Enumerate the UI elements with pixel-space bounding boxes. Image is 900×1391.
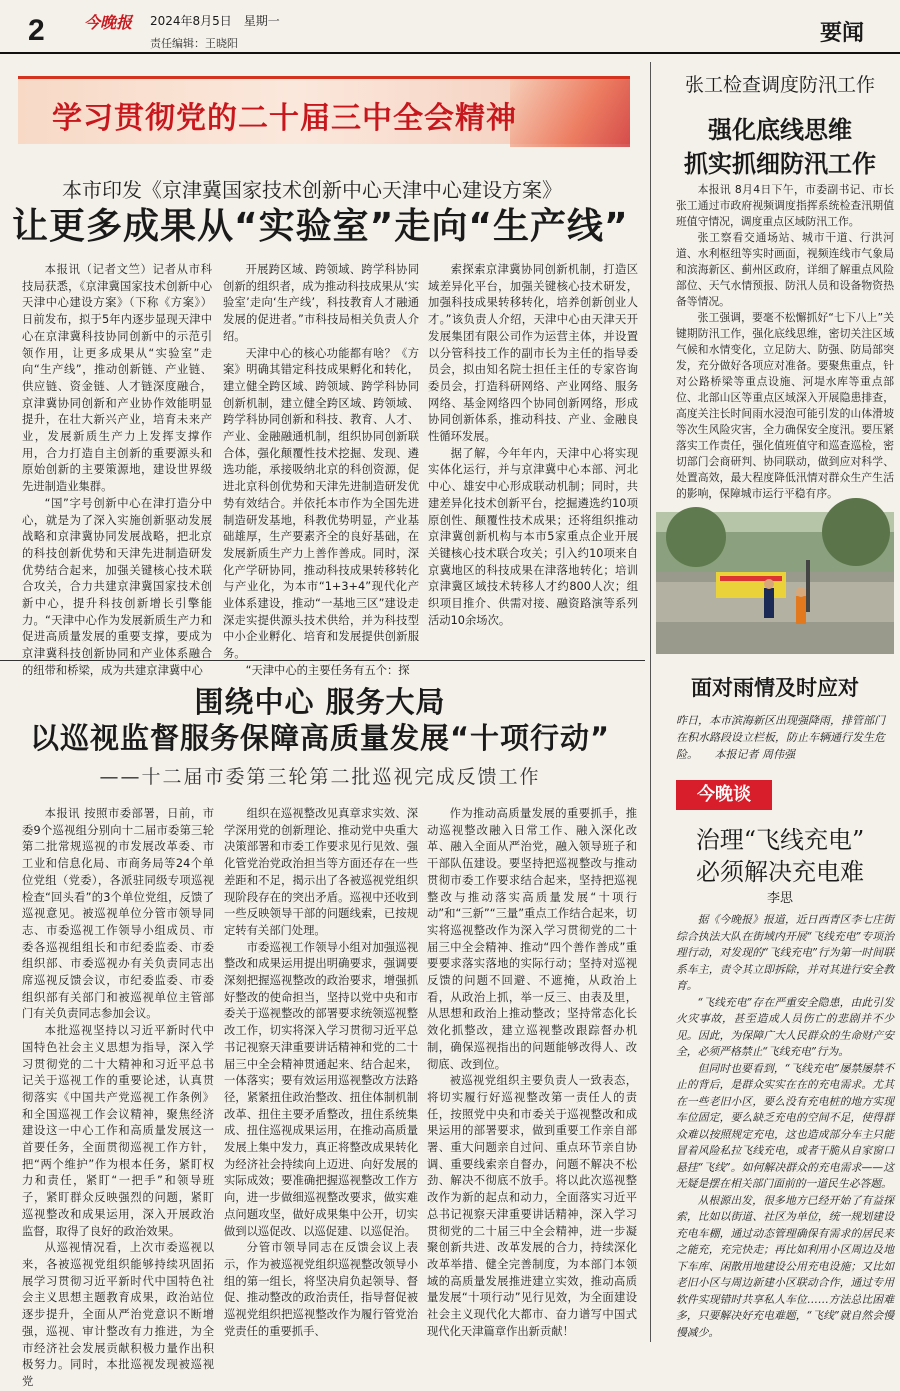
photo-illustration — [656, 512, 894, 654]
article1-column-2 — [223, 262, 419, 677]
paragraph: 张工强调，要毫不松懈抓好“七下八上”关键期防汛工作，强化底线思维，密切关注区域气候和水情变化，立足防大、防强、防局部突发，充分做好各项应对准备。要聚焦重点，针对公路桥梁等重点设施、河堤水库等重点部位、北部山区等重点区域深入开展隐患排查，高度关注长时间雨水浸泡可能引发的山体滑坡等次生风险灾害，全力确保安全度汛。要压紧落实工作责任，强化值班值守和巡查巡检，密切部门会商研判、协同联动，做到应对科学、处置高效，最大程度降低汛情对群众生产生活的影响，保障城市运行平稳有序。 — [676, 311, 894, 500]
section-name: 要闻 — [820, 21, 865, 46]
paragraph: 本批巡视坚持以习近平新时代中国特色社会主义思想为指导，深入学习贯彻党的二十大精神和习近平总书记关于巡视工作的重要论述，认真贯彻落实《中国共产党巡视工作条例》和全国巡视工作会议精神，聚焦经济建设这一中心工作和高质量发展这一首要任务，全面贯彻巡视工作方针，把“两个维护”作为根本任务，紧盯权力和责任，紧盯“一把手”和领导班子，紧盯群众反映强烈的问题，紧盯巡视整改和成果运用，深入开展政治监督，取得了良好的政治效果。 — [22, 1024, 214, 1238]
masthead-logo: 今晚报 — [84, 13, 133, 32]
right-article-headline-line1: 强化底线思维 — [708, 116, 852, 144]
column-divider — [650, 62, 651, 1342]
right-article-kicker: 张工检查调度防汛工作 — [684, 74, 875, 96]
article2-column-2 — [224, 806, 418, 1338]
paragraph: 开展跨区域、跨领域、跨学科协同创新的组织者，成为推动科技成果从‘实验室’走向‘生产线’，科技教育人才融通发展的促进者。”市科技局相关负责人介绍。 — [223, 263, 419, 343]
editorial-headline-line2: 必须解决充电难 — [696, 858, 864, 886]
article2-headline-line1: 围绕中心 服务大局 — [194, 685, 446, 719]
paragraph: 作为推动高质量发展的重要抓手，推动巡视整改融入日常工作、融入深化改革、融入全面从严治党，融入领导班子和干部队伍建设。要坚持把巡视整改与推动贯彻市委工作要求结合起来，坚持把巡视整改与推动落实高质量发展“十项行动”和“三新”“三量”重点工作结合起来，切实将巡视整改作为深入学习贯彻党的二十届三中全会精神、推动“四个善作善成”重要要求落实落地的实际行动；坚持对巡视反馈的问题不回避、不遮掩，从政治上看，从政治上抓，举一反三、由表及里，从思想和政治上推动整改；坚持常态化长效化抓整改，建立巡视整改跟踪督办机制，确保巡视指出的问题能够改得人、改彻底、改到位。 — [427, 807, 638, 1071]
editorial-headline-line1: 治理“飞线充电” — [695, 826, 865, 854]
paragraph: 张工察看交通场站、城市干道、行洪河道、水利枢纽等实时画面，视频连线市气象局和滨海新区、蓟州区政府，详细了解重点风险部位、天气水情预报、防汛人员和设备物资热备等情况。 — [676, 231, 894, 308]
column-badge: 今晚谈 — [676, 780, 772, 810]
article2-subheadline: ——十二届市委第三轮第二批巡视完成反馈工作 — [99, 766, 541, 788]
paragraph: 从巡视情况看，上次市委巡视以来，各被巡视党组织能够持续巩固拓展学习贯彻习近平新时代中国特色社会主义思想主题教育成果，政治站位逐步提升，全面从严治党意识不断增强，巡视、审计整改有力推进，为全市经济社会发展贡献积极力量作出积极努力。同时，本批巡视发现被巡视党 — [22, 1241, 214, 1388]
header-rule — [0, 52, 900, 54]
paragraph: 据了解，今年年内，天津中心将实现实体化运行，并与京津冀中心本部、河北中心、雄安中心形成联动机制；同时，共建差异化技术创新平台，挖掘遴选约10项原创性、颠覆性技术成果；还将组织推动京津冀创新机构与本市5家重点企业开展关键核心技术联合攻关；引入约10项来自京冀地区的科技成果在津落地转化；培训京津冀区域技术转移人才约800人次；组织项目推介、供需对接、融资路演等系列活动10余场次。 — [428, 446, 638, 627]
right-article-body — [676, 182, 894, 504]
paragraph: “国”字号创新中心在津打造分中心，就是为了深入实施创新驱动发展战略和京津冀协同发展战略，把北京的科技创新优势和天津先进制造研发优势结合起来，加强关键核心技术联合攻关，合力共建京津冀国家技术创新中心，提升科技创新增长引擎能力。“天津中心作为发展新质生产力和促进高质量发展的重要支撑，要成为京津冀科技创新协同和产业体系融合的纽带和桥梁，成为共建京津冀中心 — [22, 496, 212, 677]
photo-caption-headline: 面对雨情及时应对 — [691, 676, 859, 700]
article1-column-3 — [428, 262, 638, 642]
paragraph: 从根源出发，很多地方已经开始了有益探索，比如以街道、社区为单位，统一规划建设充电车棚，通过动态管理确保有需求的居民来之能充，充完快走；再比如利用小区周边及地下车库、闲散用地建设公用充电设施；又比如老旧小区与周边新建小区联动合作，通过专用软件实现错时共享私人车位……方法总比困难多，只要解决好充电难题，“飞线”就自然会慢慢减少。 — [676, 1193, 894, 1339]
photo-caption: 昨日，本市滨海新区出现强降雨，排管部门在积水路段设立栏板，防止车辆通行发生危险。 本报记者 周伟强 — [676, 714, 885, 761]
paragraph: 据《今晚报》报道，近日西青区李七庄街综合执法大队在街域内开展“飞线充电”专项治理行动，对发现的“飞线充电”行为第一时间联系车主，责令其立即拆除，并对其进行安全教育。 — [676, 913, 894, 992]
paragraph: 被巡视党组织主要负责人一致表态，将切实履行好巡视整改第一责任人的责任，按照党中央和市委关于巡视整改和成果运用的部署要求，做到重要工作亲自部署、重大问题亲自过问、重点环节亲自协调、重要线索亲自督办，问题不解决不松劲、解决不彻底不放手。将以此次巡视整改作为新的起点和动力，全面落实习近平总书记视察天津重要讲话精神，深入学习贯彻党的二十届三中全会精神，进一步凝聚创新共进、改革发展的合力，持续深化改革举措、健全完善制度，为本部门本领域的高质量发展推进建立实效，推动高质量发展“十项行动”见行见效，为全面建设社会主义现代化大都市、奋力谱写中国式现代化天津篇章作出新贡献！ — [427, 1074, 637, 1338]
article1-column-1 — [22, 262, 212, 677]
editorial-body — [676, 912, 894, 1339]
paragraph: 但同时也要看到，“飞线充电”屡禁屡禁不止的背后，是群众实实在在的充电需求。尤其在一些老旧小区，要么没有充电桩的地方实现车位固定，要么缺乏充电的空间不足，使得群众难以按照规定充电，这也造成部分车主只能冒着风险私拉飞线充电，或者干脆从自家窗口悬挂“飞线”。如何解决群众的充电需求——这无疑是摆在相关部门面前的一道民生必答题。 — [676, 1061, 894, 1190]
paragraph: 市委巡视工作领导小组对加强巡视整改和成果运用提出明确要求，强调要深刻把握巡视整改的政治要求，增强抓好整改的使命担当，坚持以党中央和市委关于巡视整改的部署要求统领巡视整改工作，切实将深入学习贯彻习近平总书记视察天津重要讲话精神和党的二十届三中全会精神贯通起来、结合起来，一体落实；要有效运用巡视整改方法路径，紧紧扭住政治整改、扭住体制机制改革、扭住主要矛盾整改，扭住系统集成、扭住巡视成果运用，在推动高质量发展上集中发力，真正将整改成果转化为经济社会持续向上迈进、向好发展的实际成效；要准确把握巡视整改工作方向，进一步做细巡视整改要求，做实难点问题攻坚，做好成果集中公开，切实做到以巡促改、以巡促建、以巡促治。 — [224, 940, 418, 1238]
article1-headline: 让更多成果从“实验室”走向“生产线” — [12, 206, 629, 247]
editorial-author: 李思 — [766, 891, 793, 906]
paragraph: 本报讯 8月4日下午，市委副书记、市长张工通过市政府视频调度指挥系统检查汛期值班值守情况，调度重点区域防汛工作。 — [676, 183, 894, 228]
paragraph: 本报讯（记者文竺）记者从市科技局获悉，《京津冀国家技术创新中心天津中心建设方案》（下称《方案》）日前发布，拟于5年内逐步显现天津中心在京津冀科技协同创新中的示范引领作用，让更多成果从“实验室”走向“生产线”，推动创新链、产业链、供应链、资金链、人才链深度融合，京津冀协同创新和产业协作效能明显提升，在壮大新兴产业，培育未来产业，发展新质生产力上发挥支撑作用，合力打造自主创新的重要源头和原始创新的主要策源地，建设世界级先进制造业集群。 — [22, 263, 212, 494]
paragraph: 分管市领导同志在反馈会议上表示，作为被巡视党组织巡视整改领导小组的第一组长，将坚决肩负起领导、督促、推动整改的政治责任，指导督促被巡视党组织把巡视整改作为履行管党治党责任的重要抓手、 — [224, 1241, 418, 1338]
page-number: 2 — [28, 14, 45, 47]
paragraph: 索探索京津冀协同创新机制，打造区域差异化平台，加强关键核心技术研发，加强科技成果转移转化，培养创新创业人才。”该负责人介绍，天津中心由天津天开发展集团有限公司作为运营主体，并设置以分管科技工作的副市长为主任的指导委员会，拟由知名院士担任主任的专家咨询委员会，打造科研网络、产业网络、服务网络、基金网络四个协同创新网络，形成协同创新体系，推动科技、产业、金融良性循环发展。 — [428, 263, 638, 444]
paragraph: 天津中心的核心功能都有啥？《方案》明确其错定科技成果孵化和转化，建立健全跨区域、跨领域、跨学科协同创新机制，建立健全跨区域、跨领域、跨学科协同创新和科技、教育、人才、产业、金融融通机制，组织协同创新联合体，强化颠覆性技术挖掘、发现、遴选功能，承接吸纳北京的科创资源，促进北京科创优势和天津先进制造研发优势有效结合。并依托本市作为全国先进制造研发基地，科教优势明显，产业基础雄厚，生产要素齐全的良好基础，在发展新质生产力上善作善成。同时，深化产学研协同，推动科技成果转移转化与产业化，为本市“1+3+4”现代化产业体系建设，推动“一基地三区”建设走深走实提供源头技术供给，并为科技型中小企业孵化、培育和发展提供创新服务。 — [223, 346, 419, 661]
article2-headline-line2: 以巡视监督服务保障高质量发展“十项行动” — [29, 721, 611, 755]
paragraph: 本报讯 按照市委部署，日前，市委9个巡视组分别向十二届市委第三轮第二批常规巡视的市发展改革委、市工业和信息化局、市商务局等24个单位党组（党委），各派驻同级专项巡视检查“回头看”的3个单位党组，反馈了巡视意见。被巡视单位分管市领导同志、市委巡视工作领导小组成员、市委各巡视组组长和市纪委监委、市委组织部、市委巡视办有关负责同志出席巡视反馈会议，市纪委监委、市委组织部有关部门和被巡视单位主管部门有关负责同志参加会议。 — [22, 807, 214, 1021]
article2-column-1 — [22, 806, 214, 1388]
page-header — [0, 0, 900, 56]
right-article-headline-line2: 抓实抓细防汛工作 — [684, 150, 876, 178]
article1-kicker: 本市印发《京津冀国家技术创新中心天津中心建设方案》 — [62, 178, 562, 202]
banner-title: 学习贯彻党的二十届三中全会精神 — [52, 101, 517, 136]
article2-column-3 — [427, 806, 637, 1338]
flood-news-photo — [656, 512, 894, 654]
paragraph: “天津中心的主要任务有五个：探 — [245, 663, 410, 677]
issue-date: 2024年8月5日 星期一 — [150, 14, 280, 28]
theme-banner — [18, 76, 630, 144]
section-divider — [0, 660, 645, 661]
paragraph: 组织在巡视整改见真章求实效、深学深用党的创新理论、推动党中央重大决策部署和市委工作要求见行见效、强化管党治党政治担当等方面还存在一些差距和不足，揭示出了各被巡视党组织现阶段存在的突出矛盾。巡视中还收到一些反映领导干部的问题线索，已按规定转有关部门处理。 — [224, 807, 418, 937]
responsible-editor: 责任编辑：王晓阳 — [150, 37, 238, 50]
paragraph: “飞线充电”存在严重安全隐患，由此引发火灾事故，甚至造成人员伤亡的悲剧并不少见。因此，为保障广大人民群众的生命财产安全，必须严格禁止“飞线充电”行为。 — [676, 995, 894, 1058]
flag-decoration — [510, 79, 630, 147]
